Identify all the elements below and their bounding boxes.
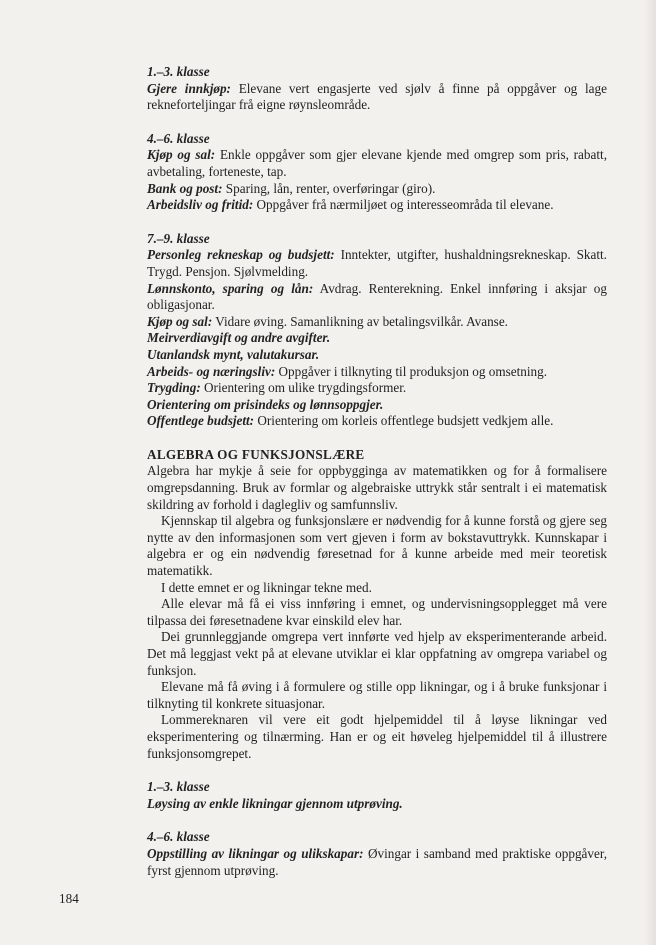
entry-oppstilling	[147, 846, 607, 879]
entry-label: Lønnskonto, sparing og lån:	[147, 280, 314, 296]
body-paragraph: Algebra har mykje å seie for oppbygginga av matematikken og for å formalisere omgrepsdanning. Bruk av formlar og algebraiske uttrykk står sentralt i ei matematisk skildring av forhold i daglegliv og samfunnsliv.	[147, 463, 607, 512]
entry-label: Personleg rekneskap og budsjett:	[147, 247, 335, 263]
grade-heading-7-9: 7.–9. klasse	[147, 230, 210, 246]
entry-gjere-innkjop	[147, 81, 607, 114]
entry-text: Orientering om korleis offentlege budsjett vedkjem alle.	[254, 413, 554, 429]
entry-text: Oppgåver i tilknyting til produksjon og omsetning.	[275, 363, 548, 379]
entry-lonnskonto	[147, 281, 607, 314]
page-edge-shadow	[644, 0, 656, 945]
entry-arbeidsliv	[147, 197, 607, 214]
grade-heading-1-3-algebra: 1.–3. klasse	[147, 779, 210, 795]
entry-label: Kjøp og sal:	[147, 147, 216, 163]
entry-text: Øvingar i samband med praktiske oppgåver, fyrst gjennom utprøving.	[147, 845, 607, 878]
entry-text: Sparing, lån, renter, overføringar (giro).	[222, 180, 436, 196]
entry-label: Kjøp og sal:	[147, 313, 213, 329]
entry-label: Løysing av enkle likningar gjennom utprøving.	[147, 795, 403, 811]
entry-text: Inntekter, utgifter, hushaldningsrekneskap. Skatt. Trygd. Pensjon. Sjølvmelding.	[147, 247, 607, 279]
grade-heading-4-6: 4.–6. klasse	[147, 130, 210, 146]
entry-trygding	[147, 380, 607, 397]
body-paragraph: Kjennskap til algebra og funksjonslære er nødvendig for å kunne forstå og gjere seg nytte av den informasjonen som vert gjeven i form av bokstavuttrykk. Kunnskapar i algebra er og ein nødvendig føresetnad for å kunne arbeide med meir teoretisk matematikk.	[147, 513, 607, 579]
entry-label: Offentlege budsjett:	[147, 413, 255, 429]
entry-text: Orientering om ulike trygdingsformer.	[200, 380, 407, 396]
entry-kjop-og-sal-2	[147, 314, 607, 331]
entry-kjop-og-sal	[147, 147, 607, 180]
page-number: 184	[59, 891, 79, 906]
body-paragraph: Alle elevar må få ei viss innføring i emnet, og undervisningsopplegget må vere tilpassa dei føresetnadene kvar einskild elev har.	[147, 596, 607, 628]
entry-label: Arbeids- og næringsliv:	[147, 363, 276, 379]
entry-personleg-rekneskap	[147, 247, 607, 280]
page-content	[147, 64, 607, 879]
entry-offentlege-budsjett	[147, 413, 607, 430]
entry-text: Oppgåver frå nærmiljøet og interesseområda til elevane.	[253, 197, 554, 213]
body-paragraph: Dei grunnleggjande omgrepa vert innførte ved hjelp av eksperimenterande arbeid. Det må leggjast vekt på at elevane utviklar ei klar oppfatning av omgrepa variabel og funksjon.	[147, 629, 607, 678]
entry-label: Oppstilling av likningar og ulikskapar:	[147, 845, 364, 861]
entry-text: Avdrag. Renterekning. Enkel innføring i aksjar og obligasjonar.	[147, 280, 607, 313]
body-paragraph: I dette emnet er og likningar tekne med.	[161, 579, 372, 595]
entry-arbeids-og-naeringsliv	[147, 364, 607, 381]
entry-text: Vidare øving. Samanlikning av betalingsvilkår. Avanse.	[212, 313, 508, 329]
entry-label: Gjere innkjøp:	[147, 80, 231, 96]
entry-loysing-likningar	[147, 796, 607, 813]
body-paragraph: Elevane må få øving i å formulere og stille opp likningar, og i å bruke funksjonar i tilknyting til konkrete situasjonar.	[147, 679, 607, 711]
section-title: ALGEBRA OG FUNKSJONSLÆRE	[147, 446, 365, 462]
entry-label: Trygding:	[147, 380, 201, 396]
entry-prisindeks	[147, 397, 607, 414]
grade-heading-1-3: 1.–3. klasse	[147, 64, 210, 79]
entry-meirverdiavgift	[147, 330, 607, 347]
entry-label: Meirverdiavgift og andre avgifter.	[147, 330, 331, 346]
entry-label: Arbeidsliv og fritid:	[147, 197, 254, 213]
entry-bank-og-post	[147, 181, 607, 198]
entry-utanlandsk-mynt	[147, 347, 607, 364]
entry-text: Elevane vert engasjerte ved sjølv å finne på oppgåver og lage rekneforteljingar frå eigne røynsleområde.	[147, 80, 607, 113]
entry-text: Enkle oppgåver som gjer elevane kjende med omgrep som pris, rabatt, avbetaling, forteneste, tap.	[147, 147, 607, 179]
entry-label: Utanlandsk mynt, valutakursar.	[147, 346, 320, 362]
grade-heading-4-6-algebra: 4.–6. klasse	[147, 829, 210, 845]
body-paragraph: Lommereknaren vil vere eit godt hjelpemiddel til å løyse likningar ved eksperimentering og tilnærming. Han er og eit høveleg hjelpemiddel til å illustrere funksjonsomgrepet.	[147, 712, 607, 761]
entry-label: Bank og post:	[147, 180, 223, 196]
entry-label: Orientering om prisindeks og lønnsoppgjer.	[147, 396, 384, 412]
